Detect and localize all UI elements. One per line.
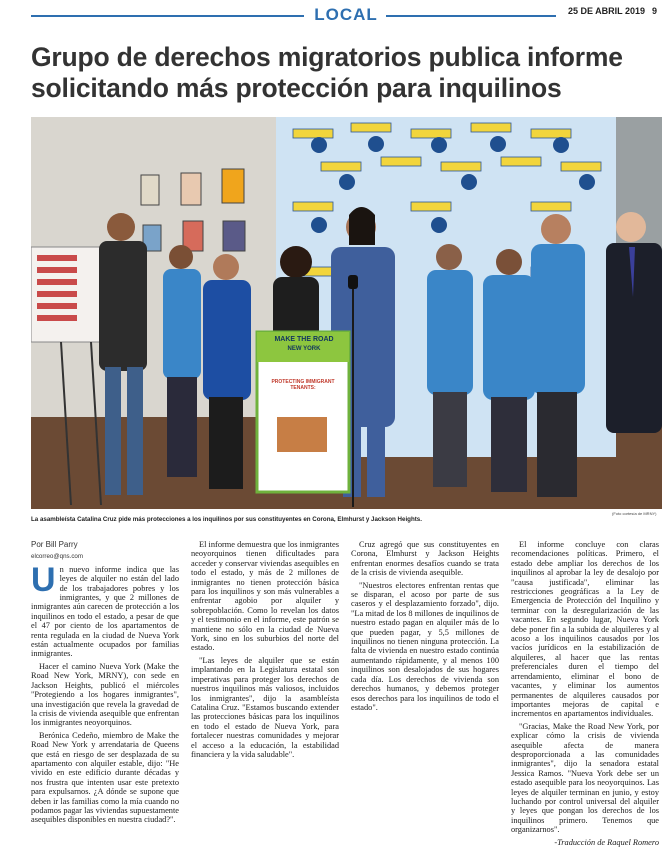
sign-heading: PROTECTING IMMIGRANT TENANTS:: [271, 379, 335, 391]
drop-cap: U: [31, 560, 56, 599]
sign-subtitle: NEW YORK: [287, 346, 321, 352]
header-rule-left: [31, 15, 304, 17]
article-column-1: [31, 540, 179, 828]
paragraph-4: El informe demuestra que los inmigrantes neoyorquinos tienen dificultades para acceder y conservar viviendas asequibles en todo el estado, y más de 2 millones de inmigrantes no tienen protección básica para los inquilinos y son más vulnerables a enfrentar agobio por alquiler y sobrepoblación. Como lo revelan los datos y el testimonio en el informe, este patrón se mantiene no sólo en la ciudad de Nueva York, sino en los suburbios del norte del estado.: [191, 540, 339, 653]
paragraph-9: "Gracias, Make the Road New York, por explicar cómo la crisis de vivienda asequible afecta de manera desproporcionada a las comunidades inmigrantes", dijo la senadora estatal Jessica Ramos. "Nueva York debe ser un estado asequible para los neoyorquinos. Las leyes de alquiler terminan en junio, y estoy luchando por control universal del alquiler y leyes que pongan los derechos de los inquilinos primero. Tenemos que organizarnos".: [511, 721, 659, 835]
paragraph-2: Hacer el camino Nueva York (Make the Road New York, MRNY), con sede en Jackson Heights, publicó el miércoles "Protegiendo a los hogares inmigrantes", una investigación que revela la gravedad de la crisis de vivienda asequible que enfrentan los inmigrantes neoyorquinos.: [31, 661, 179, 728]
translator-signoff: -Traducción de Raquel Romero: [554, 837, 659, 847]
author-email: elcorreo@qns.com: [31, 553, 84, 561]
article-column-2: [191, 540, 339, 762]
photo-credit: (Foto cortesía de MRNY): [612, 511, 657, 516]
page-number: 9: [652, 6, 658, 16]
article-column-4: [511, 540, 659, 850]
paragraph-1: Un nuevo informe indica que las leyes de alquiler no están del lado de los trabajadores pobres y los inmigrantes, y que 2 millones de inmigrantes aún carecen de protección a los inquilinos en todo el estado, a pesar de que el 47 por ciento de los apartamentos de renta regulada en la ciudad de Nueva York están actualmente ocupados por familias inmigrantes.: [31, 560, 179, 659]
photo-caption: La asambleísta Catalina Cruz pide más protecciones a los inquilinos por sus constituyentes en Corona, Elmhurst y Jackson Heights.: [31, 516, 422, 523]
paragraph-3: Berónica Cedeño, miembro de Make the Road New York y arrendataria de Queens que está en riesgo de ser desplazada de su apartamento con alquiler estable, dijo: "He vivido en este edificio durante décadas y nos frustra que intenten usar este pretexto para expulsarnos. ¿A dónde se supone que deben ir las familias como la mía cuando no podamos pagar las viviendas supuestamente asequibles disponibles en nuestra ciudad?".: [31, 730, 179, 825]
press-conference-photo: [31, 117, 662, 509]
headline: Grupo de derechos migratorios publica informe solicitando más protección para inquilinos: [31, 42, 623, 103]
byline: Por Bill Parry: [31, 540, 78, 549]
paragraph-5: "Las leyes de alquiler que se están implantando en la Legislatura estatal son imperativas para proteger los derechos de nuestros inquilinos más valiosos, incluidos los inmigrantes", dijo la asambleísta Catalina Cruz. "Estamos buscando extender las protecciones básicas para los inquilinos en todo el estado de Nueva York, para fortalecer nuestras comunidades y mejorar el acceso a la educación, la estabilidad financiera y la vida saludable".: [191, 655, 339, 759]
paragraph-8: El informe concluye con claras recomendaciones políticas. Primero, el estado debe ampliar los derechos de los inquilinos al aprobar la ley de desalojo por "causa justificada", eliminar las restricciones geográficas a la Ley de Emergencia de Protección del Inquilino y terminar con la desregularización de las vacantes. En segundo lugar, Nueva York debe poner fin a la subida de alquileres y al acoso a los inquilinos causados por los vacíos jurídicos en la estabilización de alquileres, al hacer que las rentas preferenciales duren el tiempo del arrendamiento, eliminar el bono de vacantes, y eliminar los aumentos permanentes de alquileres causados por importantes mejoras de capital e incrementos en apartamentos individuales.: [511, 540, 659, 719]
issue-date: 25 DE ABRIL 2019: [568, 6, 646, 16]
protest-sign: [257, 332, 349, 492]
article-column-3: [351, 540, 499, 715]
section-label: LOCAL: [314, 5, 378, 24]
sign-title: MAKE THE ROAD: [274, 336, 334, 343]
paragraph-7: "Nuestros electores enfrentan rentas que se disparan, el acoso por parte de sus caseros y el desplazamiento forzado", dijo. "La mitad de los 8 millones de inquilinos de nuestro estado pagan en alquiler más de lo que pueden pagar, y 5,5 millones de inquilinos no tienen ninguna protección. La falta de vivienda en nuestro estado continúa aumentando rápidamente, y al menos 100 inquilinos son desalojados de sus hogares cada día. Los derechos de vivienda son derechos humanos, y debemos proteger esos derechos para los inquilinos de todo el estado".: [351, 580, 499, 712]
photo-scene: [31, 117, 662, 509]
header-rule-right: [386, 15, 556, 17]
paragraph-6: Cruz agregó que sus constituyentes en Corona, Elmhurst y Jackson Heights enfrentan enormes desafíos cuando se trata de la crisis de vivienda asequible.: [351, 540, 499, 578]
